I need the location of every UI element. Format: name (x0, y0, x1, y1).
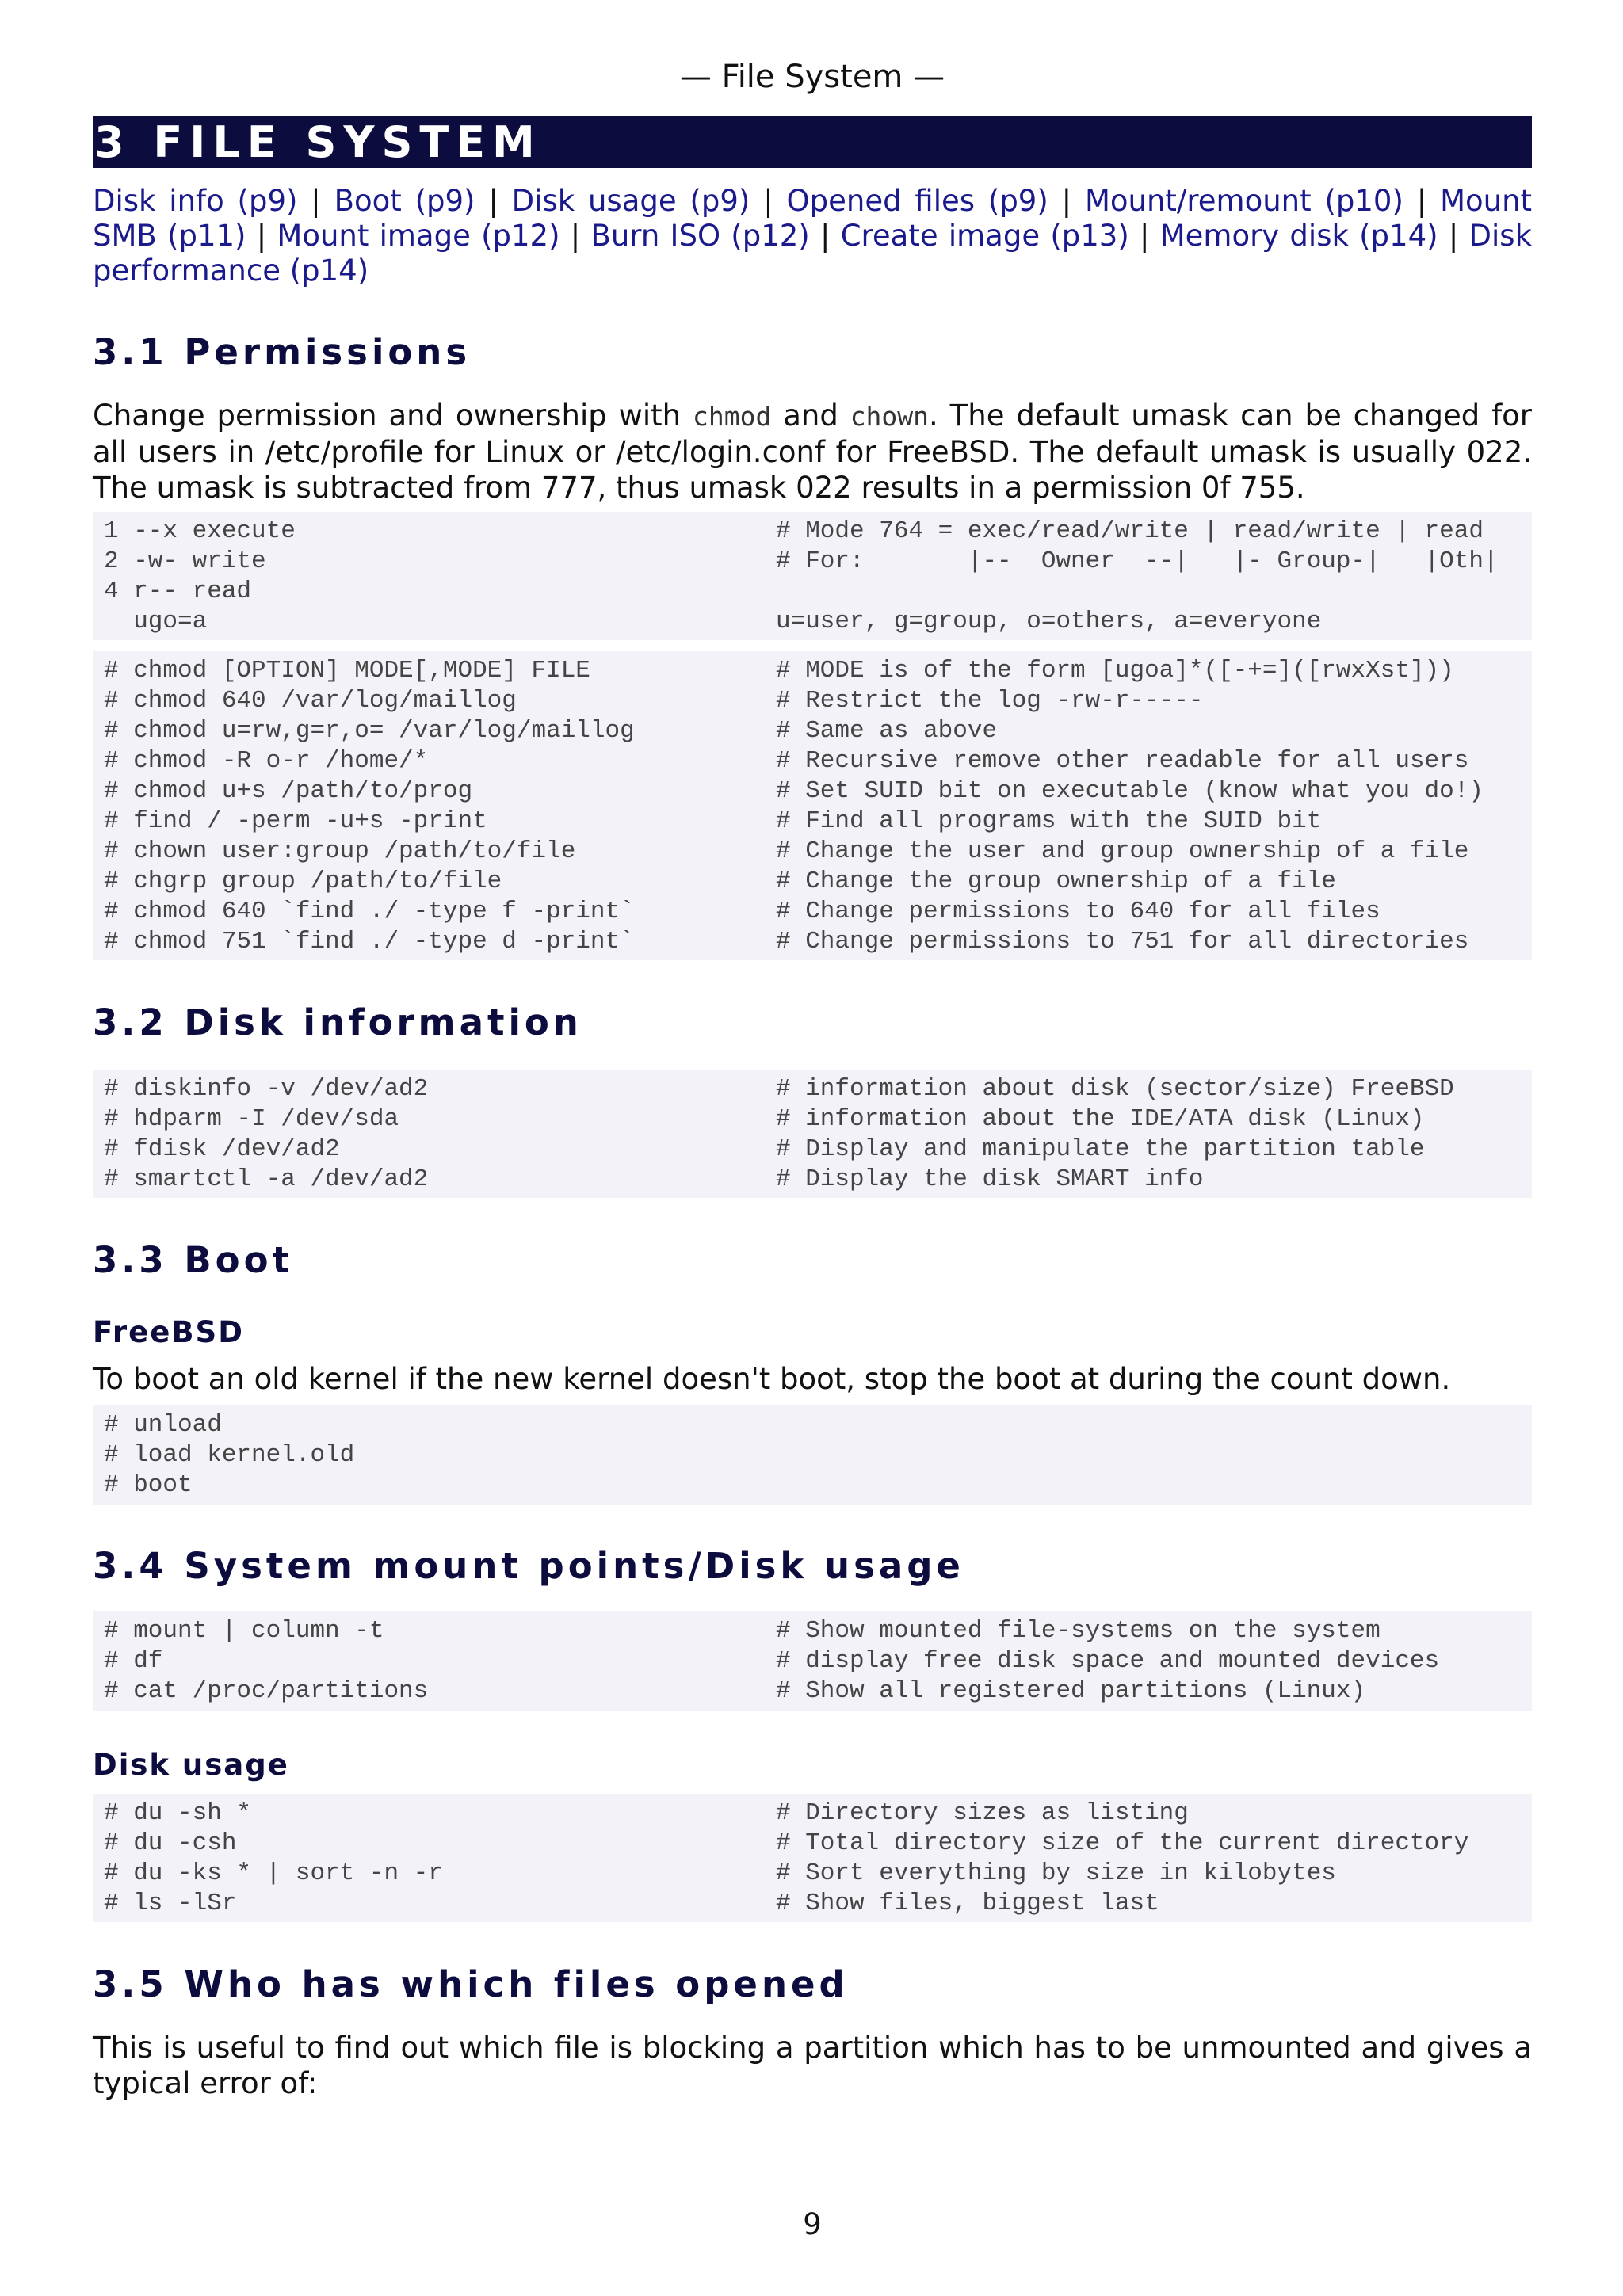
toc-link-mount-smb[interactable]: Mount SMB (p11) (93, 184, 1533, 253)
code-command: # chmod 640 `find ./ -type f -print` (104, 898, 635, 925)
subheading-disk-usage: Disk usage (93, 1748, 289, 1782)
section-heading-disk-information: 3.2 Disk information (93, 1001, 582, 1043)
code-comment: # Change the group ownership of a file (776, 868, 1336, 895)
code-line (104, 577, 1532, 607)
subheading-freebsd: FreeBSD (93, 1315, 244, 1349)
code-comment: # Sort everything by size in kilobytes (776, 1859, 1336, 1887)
toc-link-disk-usage[interactable]: Disk usage (p9) (511, 184, 750, 218)
code-command: # chmod u=rw,g=r,o= /var/log/maillog (104, 717, 635, 745)
toc-link-disk-performance[interactable]: Disk performance (p14) (93, 219, 1532, 288)
code-line (104, 686, 1532, 716)
code-comment: # display free disk space and mounted devices (776, 1647, 1440, 1675)
code-block-chmod-examples (93, 651, 1532, 960)
code-line (104, 1135, 1532, 1165)
code-command: # du -ks * | sort -n -r (104, 1859, 443, 1887)
code-block-mount-points (93, 1611, 1532, 1711)
para-text: Change permission and ownership with (93, 399, 693, 433)
code-command: # mount | column -t (104, 1617, 384, 1645)
code-line (104, 1616, 1532, 1646)
code-line (104, 716, 1532, 746)
para-text: . The default umask can be changed for all users in /etc/profile for Linux or /etc/login.conf for FreeBSD. The default umask is usually 022. The umask is subtracted from 777, thus umask 022 results in a permission 0f 755. (93, 399, 1532, 505)
code-command: 2 -w- write (104, 547, 266, 575)
section-heading-mount-points: 3.4 System mount points/Disk usage (93, 1545, 964, 1587)
code-command: # fdisk /dev/ad2 (104, 1135, 340, 1163)
code-comment: # Show mounted file-systems on the system (776, 1617, 1381, 1645)
code-line (104, 867, 1532, 897)
code-comment: # Directory sizes as listing (776, 1799, 1189, 1827)
code-line (104, 517, 1532, 547)
code-command: # chown user:group /path/to/file (104, 837, 576, 865)
code-line (104, 607, 1532, 637)
code-comment: # Show all registered partitions (Linux) (776, 1677, 1366, 1705)
code-block-disk-information (93, 1070, 1532, 1198)
para-text: and (771, 399, 850, 433)
chapter-toc (93, 184, 1532, 288)
toc-separator: | (311, 184, 334, 218)
code-line (104, 547, 1532, 577)
toc-link-mount-image[interactable]: Mount image (p12) (277, 219, 560, 253)
code-comment: # Restrict the log -rw-r----- (776, 687, 1204, 715)
code-line (104, 1470, 1532, 1501)
code-line (104, 656, 1532, 686)
code-command: # chmod 751 `find ./ -type d -print` (104, 928, 635, 955)
code-block-disk-usage (93, 1794, 1532, 1922)
toc-separator: | (1416, 184, 1441, 218)
toc-link-boot[interactable]: Boot (p9) (334, 184, 475, 218)
code-command: # chmod u+s /path/to/prog (104, 777, 473, 805)
toc-separator: | (256, 219, 277, 253)
section-heading-boot: 3.3 Boot (93, 1239, 294, 1281)
code-comment: # Mode 764 = exec/read/write | read/write | read (776, 517, 1484, 545)
toc-link-disk-info[interactable]: Disk info (p9) (93, 184, 298, 218)
section-heading-opened-files: 3.5 Who has which files opened (93, 1963, 849, 2005)
code-line (104, 1074, 1532, 1104)
code-comment: # Change the user and group ownership of a file (776, 837, 1469, 865)
code-block-permission-modes (93, 512, 1532, 640)
code-comment: # MODE is of the form [ugoa]*([-+=]([rwxXst])) (776, 657, 1454, 685)
code-comment: # Set SUID bit on executable (know what you do!) (776, 777, 1484, 805)
code-block-boot (93, 1405, 1532, 1505)
code-line (104, 776, 1532, 807)
toc-separator: | (1448, 219, 1469, 253)
running-head: — File System — (679, 59, 945, 95)
code-comment: # Find all programs with the SUID bit (776, 807, 1322, 835)
toc-separator: | (570, 219, 591, 253)
code-line (104, 1646, 1532, 1676)
code-command: # cat /proc/partitions (104, 1677, 429, 1705)
toc-separator: | (1140, 219, 1160, 253)
toc-separator: | (1061, 184, 1085, 218)
chapter-title: 3 FILE SYSTEM (93, 116, 1532, 168)
code-command: # ls -lSr (104, 1890, 237, 1917)
code-comment: # Change permissions to 640 for all files (776, 898, 1381, 925)
code-command: # load kernel.old (104, 1441, 355, 1469)
code-command: # du -csh (104, 1829, 237, 1857)
toc-link-create-image[interactable]: Create image (p13) (840, 219, 1129, 253)
toc-link-opened-files[interactable]: Opened files (p9) (786, 184, 1048, 218)
toc-link-mount-remount[interactable]: Mount/remount (p10) (1084, 184, 1403, 218)
code-line (104, 807, 1532, 837)
code-command: # du -sh * (104, 1799, 252, 1827)
code-command: # diskinfo -v /dev/ad2 (104, 1075, 429, 1103)
code-line (104, 1676, 1532, 1707)
toc-link-memory-disk[interactable]: Memory disk (p14) (1159, 219, 1438, 253)
code-line (104, 1440, 1532, 1470)
code-command: # unload (104, 1411, 222, 1439)
code-comment: # Display and manipulate the partition table (776, 1135, 1425, 1163)
code-command: ugo=a (104, 608, 208, 635)
code-command: # chmod [OPTION] MODE[,MODE] FILE (104, 657, 590, 685)
code-line (104, 1104, 1532, 1135)
code-comment: # Same as above (776, 717, 998, 745)
code-command: 4 r-- read (104, 578, 252, 605)
code-command: # chgrp group /path/to/file (104, 868, 502, 895)
boot-paragraph: To boot an old kernel if the new kernel doesn't boot, stop the boot at during the count down. (93, 1362, 1451, 1396)
toc-separator: | (488, 184, 512, 218)
code-command: # boot (104, 1471, 193, 1499)
code-comment: # information about the IDE/ATA disk (Linux) (776, 1105, 1425, 1133)
toc-separator: | (819, 219, 841, 253)
section-heading-permissions: 3.1 Permissions (93, 331, 472, 373)
code-line (104, 1859, 1532, 1889)
opened-files-paragraph: This is useful to find out which file is blocking a partition which has to be unmounted and gives a typical error of: (93, 2031, 1532, 2100)
code-line (104, 1798, 1532, 1829)
toc-link-burn-iso[interactable]: Burn ISO (p12) (590, 219, 810, 253)
code-command: # chmod 640 /var/log/maillog (104, 687, 517, 715)
toc-separator: | (763, 184, 787, 218)
code-comment: # Show files, biggest last (776, 1890, 1159, 1917)
code-line (104, 897, 1532, 927)
permissions-paragraph (93, 398, 1532, 505)
code-command: # hdparm -I /dev/sda (104, 1105, 399, 1133)
code-command: # df (104, 1647, 163, 1675)
code-line (104, 1889, 1532, 1919)
code-line (104, 837, 1532, 867)
code-command: # find / -perm -u+s -print (104, 807, 487, 835)
inline-code-chown: chown (850, 401, 930, 432)
code-line (104, 927, 1532, 957)
code-comment: # Total directory size of the current directory (776, 1829, 1469, 1857)
code-command: # smartctl -a /dev/ad2 (104, 1165, 429, 1193)
code-comment: u=user, g=group, o=others, a=everyone (776, 608, 1322, 635)
code-line (104, 1410, 1532, 1440)
inline-code-chmod: chmod (692, 401, 772, 432)
code-command: # chmod -R o-r /home/* (104, 747, 429, 775)
code-comment: # Recursive remove other readable for all users (776, 747, 1469, 775)
code-line (104, 1829, 1532, 1859)
code-command: 1 --x execute (104, 517, 296, 545)
code-comment: # information about disk (sector/size) FreeBSD (776, 1075, 1454, 1103)
code-comment: # For: |-- Owner --| |- Group-| |Oth| (776, 547, 1499, 575)
code-comment: # Display the disk SMART info (776, 1165, 1204, 1193)
code-line (104, 746, 1532, 776)
code-line (104, 1165, 1532, 1195)
page-number: 9 (803, 2207, 822, 2241)
code-comment: # Change permissions to 751 for all directories (776, 928, 1469, 955)
